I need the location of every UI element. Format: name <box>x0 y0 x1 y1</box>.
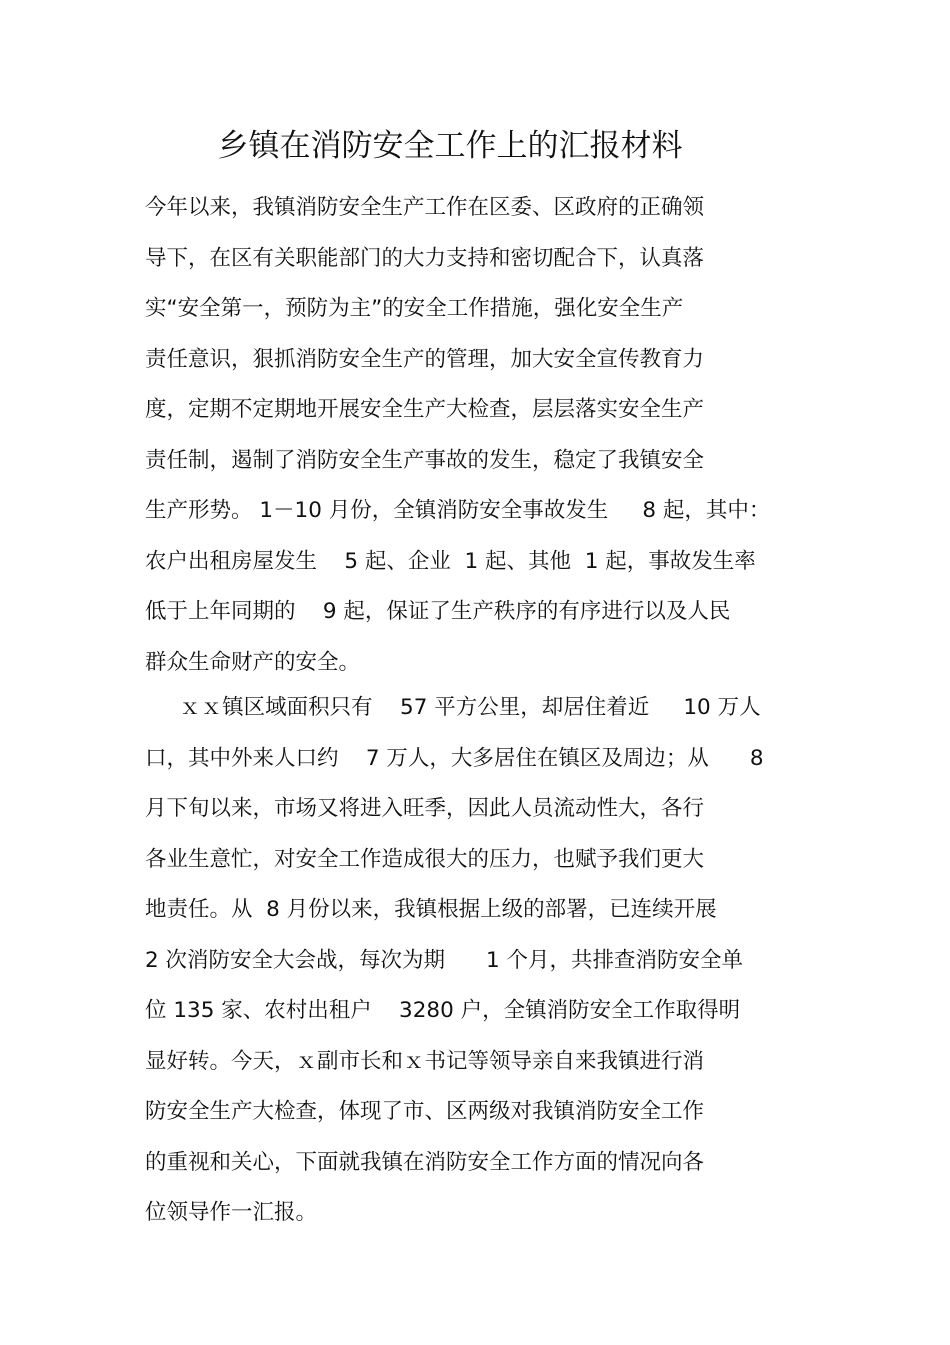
text-line: 责任意识，狠抓消防安全生产的管理，加大安全宣传教育力 <box>145 346 705 372</box>
text-line: 防安全生产大检查，体现了市、区两级对我镇消防安全工作 <box>145 1099 705 1124</box>
text-line: 的重视和关心，下面就我镇在消防安全工作方面的情况向各 <box>145 1149 705 1175</box>
paragraph-1 <box>145 183 825 688</box>
text-line: 口，其中外来人口约 7 万人，大多居住在镇区及周边；从 8 <box>145 745 764 771</box>
text-line: 度，定期不定期地开展安全生产大检查，层层落实安全生产 <box>145 397 705 422</box>
text-line: 地责任。从 8 月份以来，我镇根据上级的部署，已连续开展 <box>145 897 717 922</box>
text-line: 位 135 家、农村出租户 3280 户，全镇消防安全工作取得明 <box>145 998 741 1023</box>
text-line: 显好转。今天，ｘ副市长和ｘ书记等领导亲自来我镇进行消 <box>145 1048 705 1074</box>
text-line: 位领导作一汇报。 <box>145 1200 318 1225</box>
text-line: 实“安全第一，预防为主”的安全工作措施，强化安全生产 <box>145 296 684 321</box>
text-line: 各业生意忙，对安全工作造成很大的压力，也赋予我们更大 <box>145 846 705 872</box>
text-line: 2 次消防安全大会战，每次为期 1 个月，共排查消防安全单 <box>145 947 744 973</box>
text-line: 导下，在区有关职能部门的大力支持和密切配合下，认真落 <box>145 245 705 271</box>
text-line: 今年以来，我镇消防安全生产工作在区委、区政府的正确领 <box>145 195 705 220</box>
text-line: 责任制，遏制了消防安全生产事故的发生，稳定了我镇安全 <box>145 447 705 473</box>
text-line: 生产形势。 1－10 月份，全镇消防安全事故发生 8 起，其中： <box>145 498 771 523</box>
paragraph-2 <box>145 683 825 1239</box>
text-line: 农户出租房屋发生 5 起、企业 1 起、其他 1 起，事故发生率 <box>145 548 756 574</box>
text-line: ｘｘ镇区域面积只有 57 平方公里，却居住着近 10 万人 <box>145 695 761 720</box>
document-title: 乡镇在消防安全工作上的汇报材料 <box>217 128 683 164</box>
text-line: 低于上年同期的 9 起，保证了生产秩序的有序进行以及人民 <box>145 599 731 624</box>
text-line: 群众生命财产的安全。 <box>145 649 361 675</box>
text-line: 月下旬以来，市场又将进入旺季，因此人员流动性大，各行 <box>145 796 705 821</box>
